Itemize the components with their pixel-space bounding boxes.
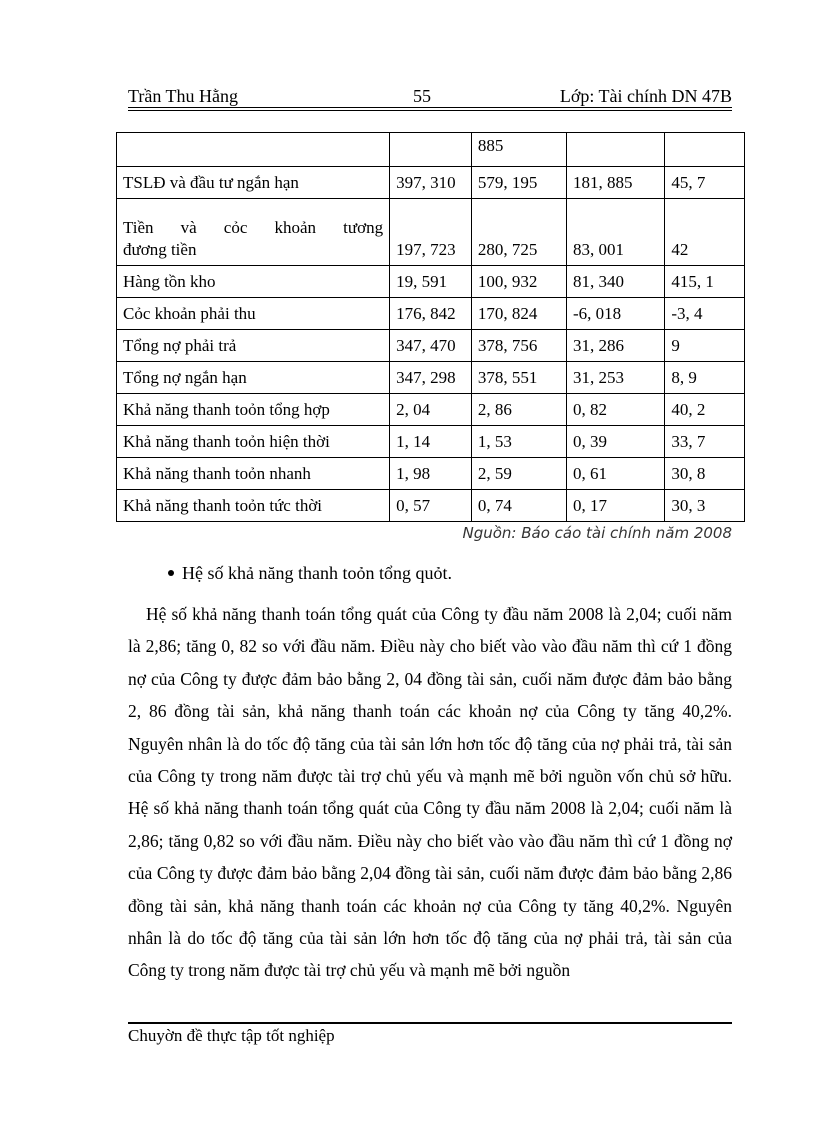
header-rule-double <box>128 110 732 111</box>
table-cell: 0, 17 <box>566 490 664 522</box>
table-row-label <box>117 199 390 266</box>
table-row-label: Tổng nợ phải trả <box>117 330 390 362</box>
table-cell: 579, 195 <box>471 167 566 199</box>
table-row-label: Cỏc khoản phải thu <box>117 298 390 330</box>
source-note: Nguồn: Báo cáo tài chính năm 2008 <box>462 524 732 542</box>
table-row-label: Khả năng thanh toỏn hiện thời <box>117 426 390 458</box>
table-row <box>117 330 745 362</box>
table-row-label: Khả năng thanh toỏn tổng hợp <box>117 394 390 426</box>
table-row <box>117 458 745 490</box>
table-cell: 45, 7 <box>665 167 745 199</box>
table-cell: 30, 3 <box>665 490 745 522</box>
table-cell: 280, 725 <box>471 199 566 266</box>
table-cell: 8, 9 <box>665 362 745 394</box>
body-paragraph: Hệ số khả năng thanh toán tổng quát của Công ty đầu năm 2008 là 2,04; cuối năm là 2,86; tăng 0, 82 so với đầu năm. Điều này cho biết vào vào đầu năm thì cứ 1 đồng nợ của Công ty được đảm bảo bằng 2, 04 đồng tài sản, cuối năm được đảm bảo bằng 2, 86 đồng tài sản, khả năng thanh toán các khoản nợ của Công ty tăng 40,2%. Nguyên nhân là do tốc độ tăng của tài sản lớn hơn tốc độ tăng của nợ phải trả, tài sản của Công ty trong năm được tài trợ chủ yếu và mạnh mẽ bởi nguồn vốn chủ sở hữu. Hệ số khả năng thanh toán tổng quát của Công ty đầu năm 2008 là 2,04; cuối năm là 2,86; tăng 0,82 so với đầu năm. Điều này cho biết vào vào đầu năm thì cứ 1 đồng nợ của Công ty được đảm bảo bằng 2,04 đồng tài sản, cuối năm được đảm bảo bằng 2,86 đồng tài sản, khả năng thanh toán các khoản nợ của Công ty tăng 40,2%. Nguyên nhân là do tốc độ tăng của tài sản lớn hơn tốc độ tăng của nợ phải trả, tài sản của Công ty trong năm được tài trợ chủ yếu và mạnh mẽ bởi nguồn <box>128 604 732 981</box>
table-row <box>117 199 745 266</box>
table-row-label-line1: Tiền và cỏc khoản tương <box>123 218 384 237</box>
table-cell: 31, 253 <box>566 362 664 394</box>
table-cell: 0, 74 <box>471 490 566 522</box>
table-cell: 33, 7 <box>665 426 745 458</box>
table-row-label: Tổng nợ ngắn hạn <box>117 362 390 394</box>
table-cell: 42 <box>665 199 745 266</box>
table-cell: 378, 551 <box>471 362 566 394</box>
table-cell: 170, 824 <box>471 298 566 330</box>
table-cell: -3, 4 <box>665 298 745 330</box>
table-cell <box>117 133 390 167</box>
table-cell: 31, 286 <box>566 330 664 362</box>
page-header <box>128 84 732 108</box>
table-cell: 378, 756 <box>471 330 566 362</box>
table-row-label-line2: đương tiền <box>123 240 197 259</box>
table-cell <box>566 133 664 167</box>
bullet-heading <box>168 563 452 584</box>
table-cell: 397, 310 <box>390 167 472 199</box>
table-cell: 19, 591 <box>390 266 472 298</box>
table-cell: 2, 04 <box>390 394 472 426</box>
table-cell: 30, 8 <box>665 458 745 490</box>
table-cell: 347, 470 <box>390 330 472 362</box>
table-cell: 40, 2 <box>665 394 745 426</box>
table-row-label: Hàng tồn kho <box>117 266 390 298</box>
table-cell: 0, 61 <box>566 458 664 490</box>
table-cell: 100, 932 <box>471 266 566 298</box>
table-cell: 415, 1 <box>665 266 745 298</box>
table-cell: 885 <box>471 133 566 167</box>
table-cell: 1, 53 <box>471 426 566 458</box>
table-cell: 181, 885 <box>566 167 664 199</box>
table-cell: 9 <box>665 330 745 362</box>
table-cell: 1, 14 <box>390 426 472 458</box>
table-cell: 1, 98 <box>390 458 472 490</box>
table-row-label: TSLĐ và đầu tư ngắn hạn <box>117 167 390 199</box>
table-cell: 176, 842 <box>390 298 472 330</box>
header-rule <box>128 107 732 108</box>
table-row <box>117 167 745 199</box>
table-row <box>117 298 745 330</box>
table-row-label: Khả năng thanh toỏn tức thời <box>117 490 390 522</box>
table-cell: 83, 001 <box>566 199 664 266</box>
header-author: Trần Thu Hằng <box>128 86 239 106</box>
table-cell: -6, 018 <box>566 298 664 330</box>
table-cell <box>390 133 472 167</box>
table-row <box>117 394 745 426</box>
bullet-icon <box>168 570 174 576</box>
header-page-number: 55 <box>413 86 431 106</box>
table-row <box>117 362 745 394</box>
table-row <box>117 490 745 522</box>
table-cell: 197, 723 <box>390 199 472 266</box>
header-class-label: Lớp: Tài chính DN 47B <box>559 86 732 106</box>
footer-title: Chuyờn đề thực tập tốt nghiệp <box>128 1026 335 1045</box>
table-cell: 0, 39 <box>566 426 664 458</box>
table-cell: 0, 82 <box>566 394 664 426</box>
table-row <box>117 266 745 298</box>
table-cell: 2, 86 <box>471 394 566 426</box>
footer-rule <box>128 1022 732 1024</box>
table-cell: 2, 59 <box>471 458 566 490</box>
table-cell: 81, 340 <box>566 266 664 298</box>
table-row-label: Khả năng thanh toỏn nhanh <box>117 458 390 490</box>
table-row-continuation <box>117 133 745 167</box>
table-cell: 347, 298 <box>390 362 472 394</box>
table-cell <box>665 133 745 167</box>
table-cell: 0, 57 <box>390 490 472 522</box>
financial-ratio-table <box>116 132 745 522</box>
table-row <box>117 426 745 458</box>
bullet-heading-text: Hệ số khả năng thanh toỏn tổng quỏt. <box>182 563 452 583</box>
